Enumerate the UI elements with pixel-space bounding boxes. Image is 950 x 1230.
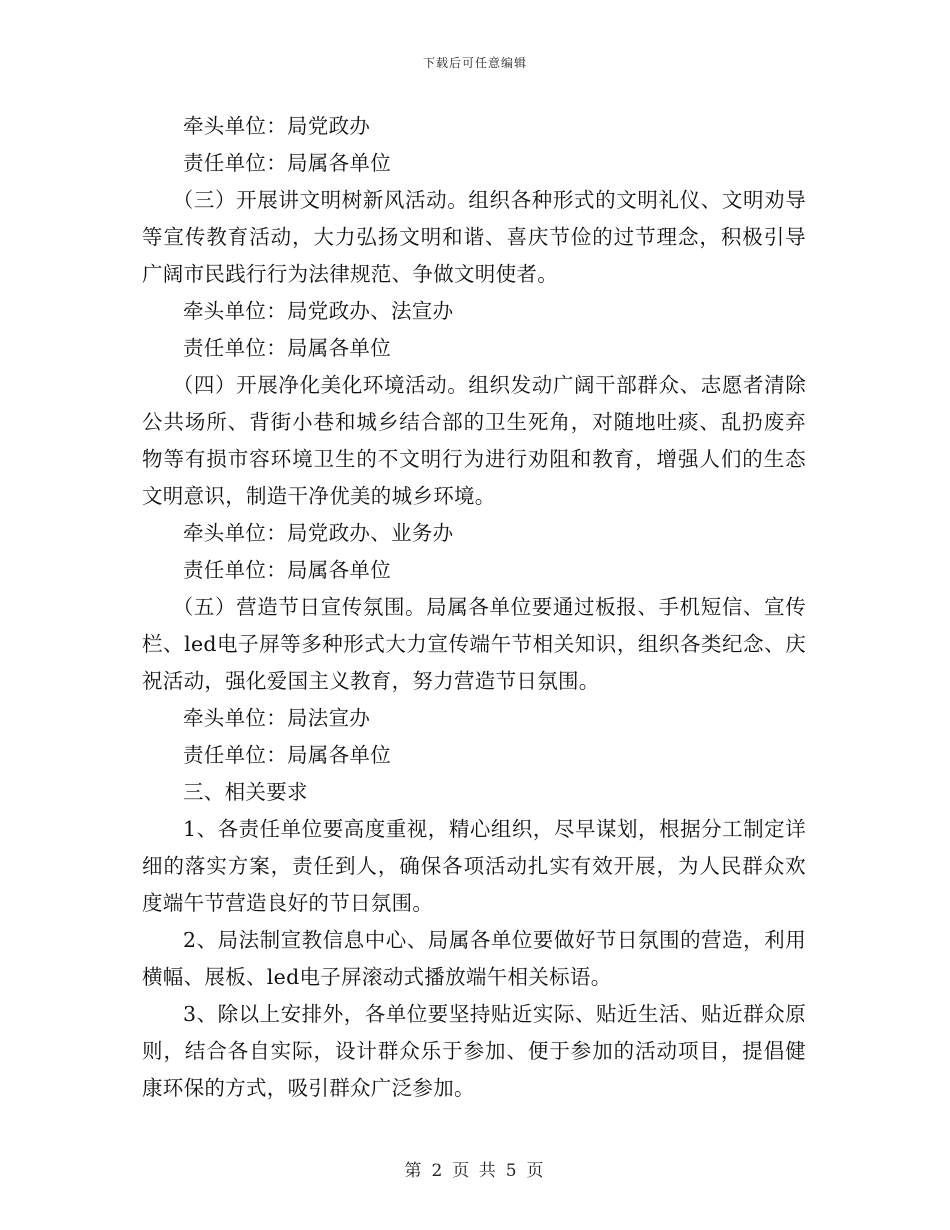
paragraph-resp-unit-3: 责任单位：局属各单位 xyxy=(183,558,391,582)
footer-current-page: 2 xyxy=(431,1161,445,1181)
paragraph-lead-unit-1: 牵头单位：局党政办 xyxy=(183,114,371,138)
footer-prefix: 第 xyxy=(404,1161,424,1181)
paragraph-resp-unit-1: 责任单位：局属各单位 xyxy=(183,151,391,175)
paragraph-section-4: （四）开展净化美化环境活动。组织发动广阔干部群众、志愿者清除公共场所、背街小巷和城乡结合部的卫生死角，对随地吐痰、乱扔废弃物等有损市容环境卫生的不文明行为进行劝阻和教育，增强人们的生态文明意识，制造干净优美的城乡环境。 xyxy=(142,373,806,508)
paragraph-lead-unit-3: 牵头单位：局党政办、业务办 xyxy=(183,521,454,545)
page-header: 下载后可任意编辑 xyxy=(422,56,527,70)
paragraph-requirement-3: 3、除以上安排外，各单位要坚持贴近实际、贴近生活、贴近群众原则，结合各自实际，设计群众乐于参加、便于参加的活动项目，提倡健康环保的方式，吸引群众广泛参加。 xyxy=(142,1002,806,1100)
paragraph-section-5: （五）营造节日宣传氛围。局属各单位要通过板报、手机短信、宣传栏、led电子屏等多种形式大力宣传端午节相关知识，组织各类纪念、庆祝活动，强化爱国主义教育，努力营造节日氛围。 xyxy=(142,595,806,693)
page-footer xyxy=(0,1156,950,1181)
document-body xyxy=(142,108,806,1107)
footer-total-pages: 5 xyxy=(505,1161,519,1181)
paragraph-requirement-2: 2、局法制宣教信息中心、局属各单位要做好节日氛围的营造，利用横幅、展板、led电子屏滚动式播放端午相关标语。 xyxy=(142,928,806,989)
paragraph-resp-unit-4: 责任单位：局属各单位 xyxy=(183,743,391,767)
heading-requirements: 三、相关要求 xyxy=(183,780,308,804)
paragraph-lead-unit-2: 牵头单位：局党政办、法宣办 xyxy=(183,299,454,323)
paragraph-lead-unit-4: 牵头单位：局法宣办 xyxy=(183,706,371,730)
footer-middle: 页 共 xyxy=(452,1161,498,1181)
paragraph-requirement-1: 1、各责任单位要高度重视，精心组织，尽早谋划，根据分工制定详细的落实方案，责任到人，确保各项活动扎实有效开展，为人民群众欢度端午节营造良好的节日氛围。 xyxy=(142,817,806,915)
footer-suffix: 页 xyxy=(526,1161,546,1181)
paragraph-resp-unit-2: 责任单位：局属各单位 xyxy=(183,336,391,360)
paragraph-section-3: （三）开展讲文明树新风活动。组织各种形式的文明礼仪、文明劝导等宣传教育活动，大力弘扬文明和谐、喜庆节俭的过节理念，积极引导广阔市民践行行为法律规范、争做文明使者。 xyxy=(142,188,806,286)
